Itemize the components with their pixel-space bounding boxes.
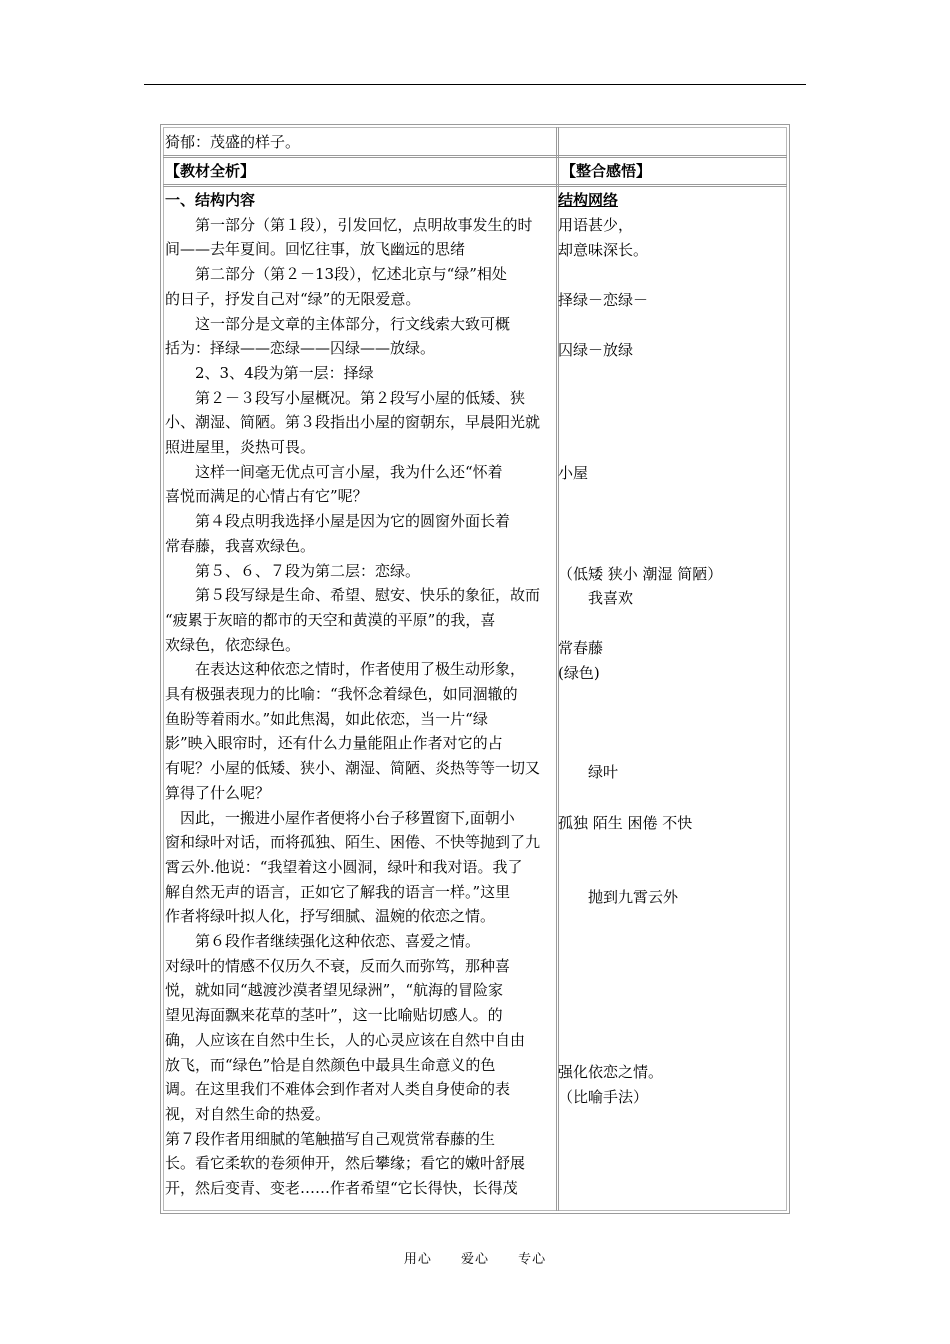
left-text-line: 间——去年夏间。回忆往事，放飞幽远的思绪 xyxy=(165,240,466,259)
header-right: 【整合感悟】 xyxy=(561,162,652,180)
left-text-line: 喜悦而满足的心情占有它”呢？ xyxy=(165,487,368,506)
left-text-line: 作者将绿叶拟人化，抒写细腻、温婉的依恋之情。 xyxy=(165,907,496,926)
right-text-line: 抛到九霄云外 xyxy=(558,888,679,906)
left-text-line: 霄云外.他说：“我望着这小圆洞，绿叶和我对语。我了 xyxy=(165,857,523,876)
left-text-line: 第２－３段写小屋概况。第２段写小屋的低矮、狭 xyxy=(165,388,526,407)
left-text-line: 第６段作者继续强化这种依恋、喜爱之情。 xyxy=(165,932,481,950)
left-text-line: 算得了什么呢？ xyxy=(165,783,271,802)
right-text-line: （低矮 狭小 潮湿 简陋） xyxy=(558,565,723,583)
page-footer xyxy=(0,1248,950,1267)
left-text-line: 开，然后变青、变老……作者希望“它长得快，长得茂 xyxy=(165,1179,518,1197)
left-text-line: 放飞，而“绿色”恰是自然颜色中最具生命意义的色 xyxy=(165,1055,496,1074)
left-text-line: 对绿叶的情感不仅历久不衰，反而久而弥笃，那种喜 xyxy=(165,956,511,975)
left-text-line: 调。在这里我们不难体会到作者对人类自身使命的表 xyxy=(165,1080,511,1099)
right-text-line: 孤独 陌生 困倦 不快 xyxy=(558,814,693,832)
right-text-line: 强化依恋之情。 xyxy=(558,1063,664,1081)
row-divider-2 xyxy=(163,184,787,187)
left-text-line: 窗和绿叶对话，而将孤独、陌生、困倦、不快等抛到了九 xyxy=(165,833,541,852)
left-text-line: 确，人应该在自然中生长，人的心灵应该在自然中自由 xyxy=(165,1030,526,1049)
left-text-line: 解自然无声的语言，正如它了解我的语言一样。”这里 xyxy=(165,882,511,901)
left-text-line: 照进屋里，炎热可畏。 xyxy=(165,438,316,456)
right-text-line: 小屋 xyxy=(558,464,589,482)
footer-item: 专心 xyxy=(518,1252,547,1267)
left-text-line: 这一部分是文章的主体部分，行文线索大致可概 xyxy=(165,314,511,333)
row-divider-1 xyxy=(163,155,787,158)
left-text-line: 小、潮湿、简陋。第３段指出小屋的窗朝东，早晨阳光就 xyxy=(165,413,541,432)
footer-item: 用心 xyxy=(403,1252,432,1267)
header-left: 【教材全析】 xyxy=(165,162,256,180)
right-text-line: 囚绿－放绿 xyxy=(558,341,634,359)
left-text-line: 常春藤，我喜欢绿色。 xyxy=(165,536,316,555)
left-text-line: 第７段作者用细腻的笔触描写自己观赏常春藤的生 xyxy=(165,1129,496,1148)
left-text-line: 第５、６、７段为第二层：恋绿。 xyxy=(165,561,421,580)
right-text-line: 用语甚少， xyxy=(558,216,634,234)
left-text-line: 因此，一搬进小屋作者便将小台子移置窗下,面朝小 xyxy=(165,808,515,827)
right-text-line: 绿叶 xyxy=(558,763,619,781)
left-text-line: “疲累于灰暗的都市的天空和黄漠的平原”的我，喜 xyxy=(165,610,496,629)
left-text-line: 影”映入眼帘时，还有什么力量能阻止作者对它的占 xyxy=(165,734,503,753)
right-text-line: 我喜欢 xyxy=(558,589,634,607)
left-text-line: 第二部分（第２－13段），忆述北京与“绿”相处 xyxy=(165,265,507,284)
left-text-line: 望见海面飘来花草的茎叶”，这一比喻贴切感人。的 xyxy=(165,1006,503,1025)
left-text-line: 在表达这种依恋之情时，作者使用了极生动形象， xyxy=(165,660,526,679)
right-text-line: （比喻手法） xyxy=(558,1088,649,1106)
right-text-line: 却意味深长。 xyxy=(558,241,649,259)
left-text-line: 具有极强表现力的比喻：“我怀念着绿色，如同涸辙的 xyxy=(165,685,518,703)
footer-item: 爱心 xyxy=(460,1252,489,1267)
left-text-line: 第一部分（第１段），引发回忆，点明故事发生的时 xyxy=(165,215,533,234)
left-text-line: 第５段写绿是生命、希望、慰安、快乐的象征，故而 xyxy=(165,586,541,605)
right-text-line: 择绿－恋绿－ xyxy=(558,291,649,309)
left-text-line: 鱼盼等着雨水。”如此焦渴，如此依恋，当一片“绿 xyxy=(165,709,488,728)
right-text-line: 常春藤 xyxy=(558,639,604,657)
right-text-line: 结构网络 xyxy=(558,191,619,209)
left-text-line: 欢绿色，依恋绿色。 xyxy=(165,635,301,654)
right-text-line: (绿色) xyxy=(558,664,600,682)
header-rule xyxy=(144,84,806,85)
left-text-line: 这样一间毫无优点可言小屋，我为什么还“怀着 xyxy=(165,462,503,481)
left-text-line: 视，对自然生命的热爱。 xyxy=(165,1104,331,1123)
left-text-line: 一、结构内容 xyxy=(165,191,256,209)
left-text-line: 的日子，抒发自己对“绿”的无限爱意。 xyxy=(165,289,421,308)
left-text-line: 第４段点明我选择小屋是因为它的圆窗外面长着 xyxy=(165,512,511,531)
left-text-line: 括为：择绿——恋绿——囚绿——放绿。 xyxy=(165,339,436,358)
left-text-line: 2、3、4段为第一层：择绿 xyxy=(165,363,374,382)
left-text-line: 长。看它柔软的卷须伸开，然后攀缘；看它的嫩叶舒展 xyxy=(165,1154,526,1173)
left-text-line: 有呢？小屋的低矮、狭小、潮湿、简陋、炎热等等一切又 xyxy=(165,759,541,778)
first-row-text: 猗郁：茂盛的样子。 xyxy=(165,133,301,151)
left-text-line: 悦，就如同“越渡沙漠者望见绿洲”，“航海的冒险家 xyxy=(165,981,504,1000)
